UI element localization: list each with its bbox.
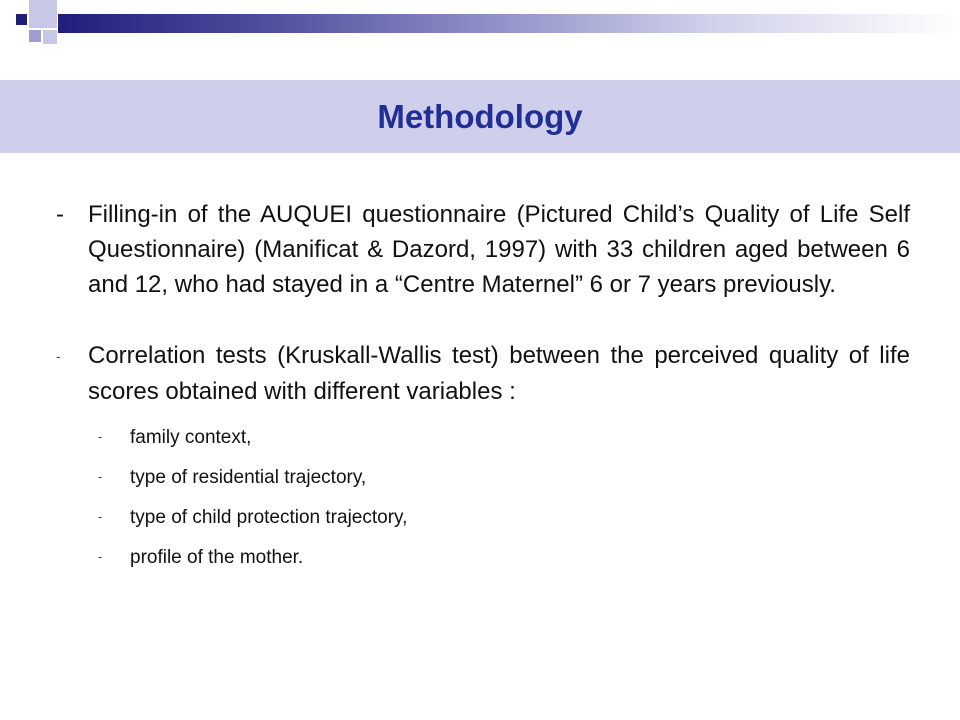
header-gradient-bar xyxy=(58,14,960,33)
paragraph-questionnaire xyxy=(56,197,910,302)
deco-square-navy xyxy=(16,14,27,25)
list-item xyxy=(98,537,910,577)
deco-square-light xyxy=(29,0,57,28)
paragraph-marker: - xyxy=(56,348,61,364)
slide-body xyxy=(56,197,910,577)
list-item xyxy=(98,417,910,457)
list-item xyxy=(98,457,910,497)
paragraph-correlation-tests xyxy=(56,338,910,409)
paragraph-text: Filling-in of the AUQUEI questionnaire (Pictured Child’s Quality of Life Self Questionnaire) (Manificat & Dazord, 1997) with 33 children aged between 6 and 12, who had stayed in a “Centre Maternel” 6 or 7 years previously. xyxy=(88,201,910,298)
list-marker: - xyxy=(98,429,103,444)
paragraph-text: Correlation tests (Kruskall-Wallis test) between the perceived quality of life scores obtained with different variables : xyxy=(88,342,910,405)
list-item xyxy=(98,497,910,537)
list-item-text: type of residential trajectory, xyxy=(130,467,367,488)
list-item-text: profile of the mother. xyxy=(130,547,304,568)
list-item-text: family context, xyxy=(130,427,252,448)
paragraph-marker: - xyxy=(56,201,64,228)
deco-square-light-small xyxy=(43,30,57,44)
title-band xyxy=(0,80,960,153)
list-marker: - xyxy=(98,549,103,564)
list-marker: - xyxy=(98,509,103,524)
list-item-text: type of child protection trajectory, xyxy=(130,507,408,528)
variables-list xyxy=(56,417,910,577)
slide-title: Methodology xyxy=(377,97,583,135)
deco-square-mid xyxy=(29,30,41,42)
list-marker: - xyxy=(98,469,103,484)
